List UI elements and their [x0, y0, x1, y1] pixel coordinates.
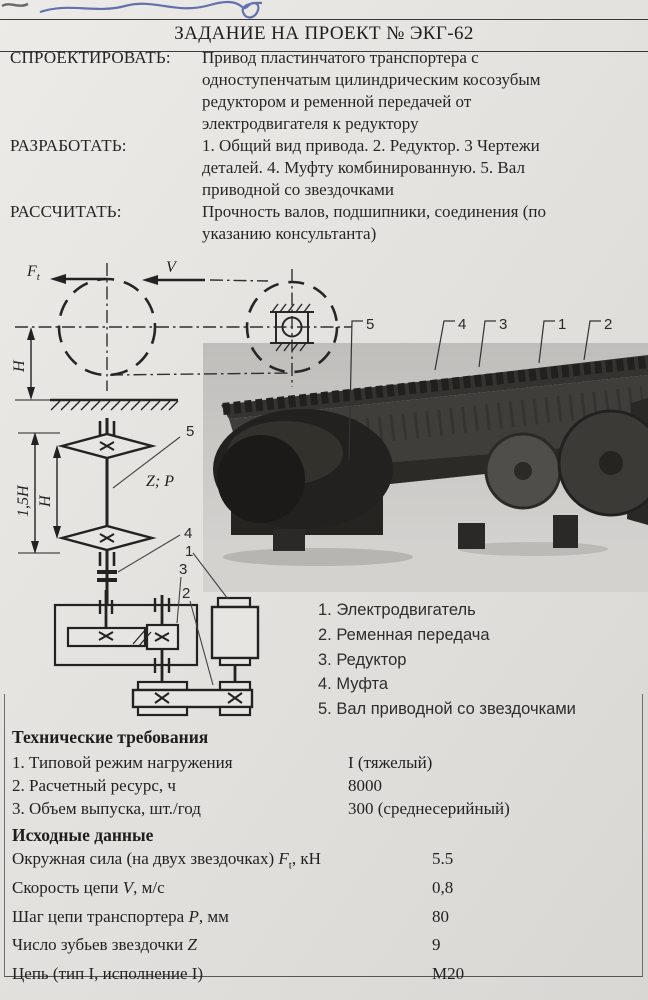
table-row: [12, 751, 638, 774]
table-row: [12, 877, 638, 906]
row-label: Окружная сила (на двух звездочках) $F_t$, кН: [12, 849, 321, 872]
table-row: [12, 848, 638, 877]
row-value: 8000: [348, 776, 382, 795]
section-design: [10, 47, 642, 135]
photo-callout-5: 5: [366, 316, 375, 333]
header-rule-top: [0, 19, 648, 20]
section-text: Привод пластинчатого транспортера с одноступенчатым цилиндрическим косозубым редуктором и ременной передачей от электродвигателя к редуктору: [202, 48, 541, 133]
gearbox-schematic: [55, 590, 197, 685]
table-row: [12, 774, 638, 797]
input-data-heading: Исходные данные: [12, 825, 154, 845]
velocity-label: V: [166, 259, 176, 276]
section-label: СПРОЕКТИРОВАТЬ:: [10, 48, 171, 67]
photo-callout-2: 2: [604, 316, 613, 333]
data-box-frame: [4, 694, 643, 984]
legend-item: 3. Редуктор: [318, 650, 407, 669]
legend-item: 2. Ременная передача: [318, 625, 490, 644]
callout-motor: 1: [185, 543, 194, 560]
input-data-table: [12, 848, 638, 992]
legend-item: 1. Электродвигатель: [318, 601, 476, 619]
section-label: РАЗРАБОТАТЬ:: [10, 136, 127, 155]
motor-schematic: [212, 598, 258, 685]
dimension-h-inner-label: H: [37, 495, 54, 507]
photo-callout-4: 4: [458, 316, 467, 333]
row-value: I (тяжелый): [348, 753, 433, 772]
table-row: [12, 963, 638, 992]
tech-requirements-table: [12, 751, 638, 820]
row-value: М20: [432, 964, 465, 984]
row-value: 9: [432, 935, 441, 955]
row-label: Скорость цепи V, м/с: [12, 877, 165, 897]
dimension-15h-label: 1,5H: [15, 485, 32, 517]
dimension-h-ground: [11, 327, 35, 400]
sprocket-params-label: Z; P: [146, 473, 174, 490]
row-label: 2. Расчетный ресурс, ч: [12, 776, 176, 795]
velocity-arrow: [142, 259, 205, 285]
section-calculate: [10, 201, 642, 245]
section-text: 1. Общий вид привода. 2. Редуктор. 3 Чертежи деталей. 4. Муфту комбинированную. 5. Вал приводной со звездочками: [202, 136, 540, 199]
row-value: 300 (среднесерийный): [348, 799, 510, 818]
callout-coupling: 4: [184, 525, 193, 542]
assignment-sections: [10, 47, 642, 245]
ground-hatch: [15, 400, 178, 410]
section-develop: [10, 135, 642, 201]
row-label: Цепь (тип I, исполнение I): [12, 964, 204, 984]
callout-shaft: 5: [186, 423, 195, 440]
table-row: [12, 906, 638, 935]
section-label: РАССЧИТАТЬ:: [10, 202, 122, 221]
photo-callout-3: 3: [499, 316, 508, 333]
section-text: Прочность валов, подшипники, соединения (по указанию консультанта): [202, 202, 546, 243]
page-title: ЗАДАНИЕ НА ПРОЕКТ № ЭКГ-62: [174, 23, 474, 44]
pen-stroke: [40, 2, 262, 17]
row-value: 0,8: [432, 877, 454, 897]
photo-callout-1: 1: [558, 316, 567, 333]
drive-shaft-assembly: [62, 418, 152, 605]
row-label: Шаг цепи транспортера P, мм: [12, 906, 229, 926]
tech-requirements-heading: Технические требования: [12, 727, 209, 747]
force-arrow: [26, 263, 106, 284]
row-label: 1. Типовой режим нагружения: [12, 753, 233, 772]
legend-item: 5. Вал приводной со звездочками: [318, 700, 576, 719]
photo-callouts: [349, 316, 612, 460]
dimension-15h: [15, 432, 60, 554]
row-label: 3. Объем выпуска, шт./год: [12, 799, 201, 818]
row-value: 5.5: [432, 849, 454, 868]
callout-belt: 2: [182, 585, 191, 602]
table-row: [12, 934, 638, 963]
table-row: [12, 797, 638, 820]
legend-item: 4. Муфта: [318, 675, 389, 694]
force-label: $F_t$: [27, 263, 40, 283]
row-label: Число зубьев звездочки Z: [12, 935, 197, 955]
row-value: 80: [432, 906, 449, 926]
dimension-h-inner: [37, 445, 61, 539]
dimension-h-label: H: [11, 360, 28, 372]
callout-gearbox: 3: [179, 561, 188, 578]
